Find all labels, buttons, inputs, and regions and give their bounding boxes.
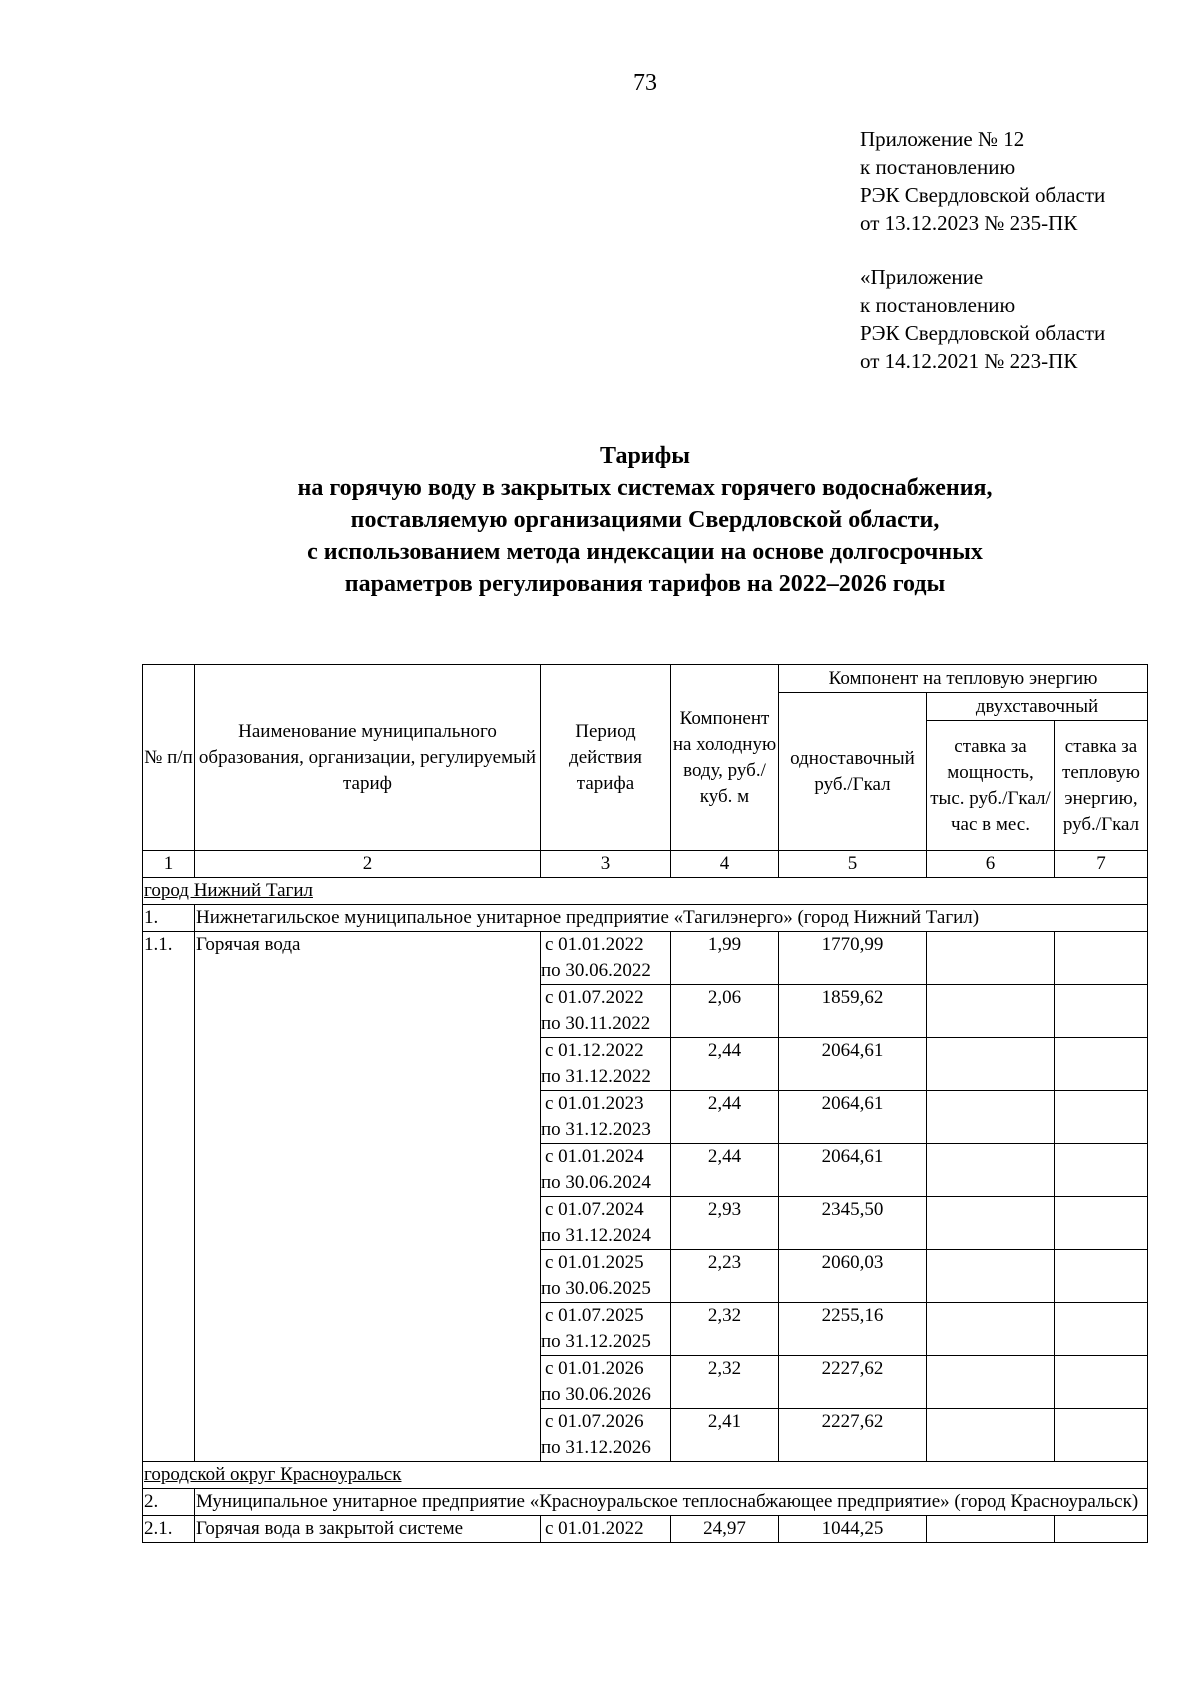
tariffs-table — [142, 664, 1148, 1543]
title-line: на горячую воду в закрытых системах горячего водоснабжения, — [297, 475, 993, 501]
one-rate-value: 2227,62 — [779, 1409, 927, 1462]
appendix-original-reference — [860, 263, 1105, 375]
column-number: 4 — [671, 851, 779, 878]
one-rate-value: 2064,61 — [779, 1091, 927, 1144]
one-rate-value: 2345,50 — [779, 1197, 927, 1250]
period-from: с 01.12.2022 — [545, 1040, 644, 1061]
heat-rate-value — [1055, 1038, 1148, 1091]
appendix-line: РЭК Свердловской области — [860, 321, 1106, 345]
organization-row — [143, 905, 1148, 932]
heat-rate-value — [1055, 1197, 1148, 1250]
document-title — [100, 440, 1190, 600]
period-from: с 01.07.2025 — [545, 1305, 644, 1326]
capacity-rate-value — [927, 1038, 1055, 1091]
header-cold-water: Компонент на холодную воду, руб./куб. м — [671, 665, 779, 851]
capacity-rate-value — [927, 1091, 1055, 1144]
period-from: с 01.07.2022 — [545, 987, 644, 1008]
period-cell — [541, 1038, 671, 1091]
heat-rate-value — [1055, 985, 1148, 1038]
appendix-line: к постановлению — [860, 293, 1016, 317]
period-cell — [541, 1091, 671, 1144]
tariff-number: 1.1. — [143, 932, 195, 1462]
appendix-line: от 14.12.2021 № 223-ПК — [860, 349, 1078, 373]
one-rate-value: 1859,62 — [779, 985, 927, 1038]
tariff-name: Горячая вода — [195, 932, 541, 1462]
org-number: 2. — [143, 1489, 195, 1516]
title-line: с использованием метода индексации на основе долгосрочных — [307, 539, 983, 565]
period-cell — [541, 1197, 671, 1250]
section-title: городской округ Красноуральск — [143, 1462, 1148, 1489]
section-nizhny-tagil — [143, 878, 1148, 1462]
period-from: с 01.01.2023 — [545, 1093, 644, 1114]
heat-rate-value — [1055, 1250, 1148, 1303]
period-from: с 01.07.2026 — [545, 1411, 644, 1432]
cold-water-value: 2,23 — [671, 1250, 779, 1303]
table-row — [143, 1516, 1148, 1543]
period-to: по 30.06.2022 — [541, 960, 651, 981]
period-to: по 30.11.2022 — [541, 1013, 651, 1034]
cold-water-value: 2,41 — [671, 1409, 779, 1462]
heat-rate-value — [1055, 1303, 1148, 1356]
cold-water-value: 2,06 — [671, 985, 779, 1038]
header-heat-component: Компонент на тепловую энергию — [779, 665, 1148, 693]
one-rate-value: 2064,61 — [779, 1144, 927, 1197]
period-cell — [541, 985, 671, 1038]
cold-water-value: 2,93 — [671, 1197, 779, 1250]
capacity-rate-value — [927, 985, 1055, 1038]
period-cell — [541, 1356, 671, 1409]
period-to: по 30.06.2025 — [541, 1278, 651, 1299]
period-cell — [541, 1144, 671, 1197]
column-number: 1 — [143, 851, 195, 878]
heat-rate-value — [1055, 1144, 1148, 1197]
period-cell — [541, 932, 671, 985]
tariff-name: Горячая вода в закрытой системе — [195, 1516, 541, 1543]
table-header — [143, 665, 1148, 878]
period-cell — [541, 1516, 671, 1543]
one-rate-value: 1770,99 — [779, 932, 927, 985]
heat-rate-value — [1055, 1091, 1148, 1144]
period-to: по 31.12.2025 — [541, 1331, 651, 1352]
column-numbers-row — [143, 851, 1148, 878]
cold-water-value: 2,32 — [671, 1356, 779, 1409]
capacity-rate-value — [927, 1144, 1055, 1197]
header-name: Наименование муниципального образования, организации, регулируемый тариф — [195, 665, 541, 851]
page-number: 73 — [633, 70, 657, 96]
period-from: с 01.01.2025 — [545, 1252, 644, 1273]
period-to: по 30.06.2024 — [541, 1172, 651, 1193]
capacity-rate-value — [927, 1197, 1055, 1250]
title-line: Тарифы — [600, 443, 690, 469]
period-from: с 01.01.2022 — [545, 934, 644, 955]
section-title: город Нижний Тагил — [143, 878, 1148, 905]
column-number: 2 — [195, 851, 541, 878]
table-row — [143, 932, 1148, 985]
appendix-line: «Приложение — [860, 265, 984, 289]
org-name: Нижнетагильское муниципальное унитарное предприятие «Тагилэнерго» (город Нижний Тагил) — [195, 905, 1148, 932]
one-rate-value: 2064,61 — [779, 1038, 927, 1091]
cold-water-value: 2,44 — [671, 1038, 779, 1091]
organization-row — [143, 1489, 1148, 1516]
period-from: с 01.01.2022 — [545, 1518, 644, 1539]
header-heat-rate: ставка за тепловую энергию, руб./Гкал — [1055, 721, 1148, 851]
cold-water-value: 24,97 — [671, 1516, 779, 1543]
capacity-rate-value — [927, 1250, 1055, 1303]
period-cell — [541, 1303, 671, 1356]
appendix-line: к постановлению — [860, 155, 1016, 179]
capacity-rate-value — [927, 1409, 1055, 1462]
header-two-rate: двухставочный — [927, 693, 1148, 721]
capacity-rate-value — [927, 1356, 1055, 1409]
column-number: 5 — [779, 851, 927, 878]
tariff-number: 2.1. — [143, 1516, 195, 1543]
appendix-current-reference — [860, 125, 1105, 237]
heat-rate-value — [1055, 932, 1148, 985]
appendix-line: РЭК Свердловской области — [860, 183, 1106, 207]
one-rate-value: 1044,25 — [779, 1516, 927, 1543]
appendix-line: от 13.12.2023 № 235-ПК — [860, 211, 1078, 235]
header-num: № п/п — [143, 665, 195, 851]
section-krasnouralsk — [143, 1462, 1148, 1543]
period-from: с 01.01.2026 — [545, 1358, 644, 1379]
org-number: 1. — [143, 905, 195, 932]
capacity-rate-value — [927, 1516, 1055, 1543]
column-number: 7 — [1055, 851, 1148, 878]
period-to: по 31.12.2023 — [541, 1119, 651, 1140]
org-name: Муниципальное унитарное предприятие «Красноуральское теплоснабжающее предприятие» (город Красноуральск) — [195, 1489, 1148, 1516]
title-line: параметров регулирования тарифов на 2022–2026 годы — [344, 571, 946, 597]
cold-water-value: 2,32 — [671, 1303, 779, 1356]
heat-rate-value — [1055, 1516, 1148, 1543]
column-number: 6 — [927, 851, 1055, 878]
column-number: 3 — [541, 851, 671, 878]
heat-rate-value — [1055, 1356, 1148, 1409]
period-to: по 31.12.2022 — [541, 1066, 651, 1087]
period-to: по 30.06.2026 — [541, 1384, 651, 1405]
header-one-rate: одноставочный руб./Гкал — [779, 693, 927, 851]
one-rate-value: 2227,62 — [779, 1356, 927, 1409]
period-from: с 01.01.2024 — [545, 1146, 644, 1167]
one-rate-value: 2255,16 — [779, 1303, 927, 1356]
title-line: поставляемую организациями Свердловской области, — [350, 507, 940, 533]
one-rate-value: 2060,03 — [779, 1250, 927, 1303]
appendix-line: Приложение № 12 — [860, 127, 1025, 151]
period-cell — [541, 1250, 671, 1303]
period-to: по 31.12.2024 — [541, 1225, 651, 1246]
cold-water-value: 2,44 — [671, 1144, 779, 1197]
heat-rate-value — [1055, 1409, 1148, 1462]
cold-water-value: 1,99 — [671, 932, 779, 985]
header-capacity-rate: ставка за мощность, тыс. руб./Гкал/час в мес. — [927, 721, 1055, 851]
header-period: Период действия тарифа — [541, 665, 671, 851]
period-to: по 31.12.2026 — [541, 1437, 651, 1458]
capacity-rate-value — [927, 1303, 1055, 1356]
cold-water-value: 2,44 — [671, 1091, 779, 1144]
period-cell — [541, 1409, 671, 1462]
period-from: с 01.07.2024 — [545, 1199, 644, 1220]
capacity-rate-value — [927, 932, 1055, 985]
